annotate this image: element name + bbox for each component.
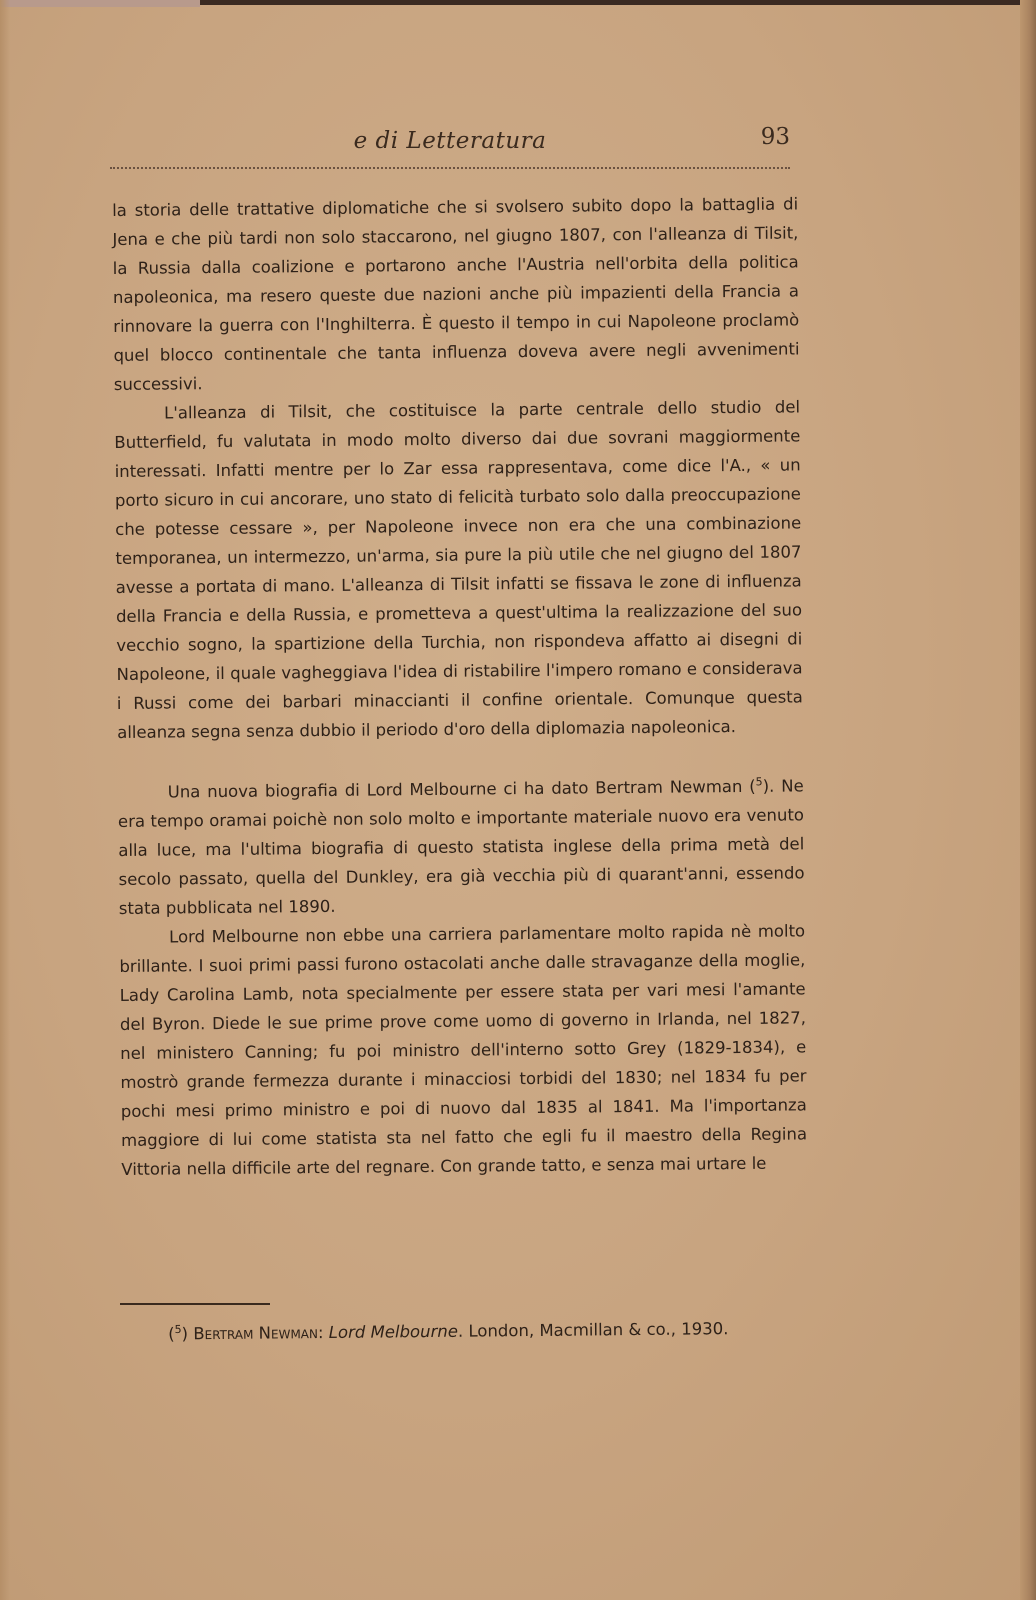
footnote-mark-open: (	[168, 1324, 175, 1344]
body-text	[112, 189, 807, 1184]
footnote-publication: . London, Macmillan & co., 1930.	[457, 1319, 729, 1341]
page-number: 93	[760, 124, 790, 150]
paragraph-1: la storia delle trattative diplomatiche che si svolsero subito dopo la battaglia di Jena e che più tardi non solo staccarono, nel giugno 1807, con l'alleanza di Tilsit, la Russia dalla coalizione e portarono anche l'Austria nell'orbita della politica napoleonica, ma resero queste due nazioni anche più impazienti della Francia a rinnovare la guerra con l'Inghilterra. È questo il tempo in cui Napoleone proclamò quel blocco continentale che tanta influenza doveva avere negli avvenimenti successivi.	[112, 194, 800, 394]
paragraph-2: L'alleanza di Tilsit, che costituisce la parte centrale dello studio del Butterfield, fu valutata in modo molto diverso dai due sovrani maggiormente interessati. Infatti mentre per lo Zar essa rappresentava, come dice l'A., « un porto sicuro in cui ancorare, uno stato di felicità turbato solo dalla preoccupazione che potesse cessare », per Napoleone invece non era che una combinazione temporanea, un intermezzo, un'arma, sia pure la più utile che nel giugno del 1807 avesse a portata di mano. L'alleanza di Tilsit infatti se fissava le zone di influenza della Francia e della Russia, e prometteva a quest'ultima la realizzazione del suo vecchio sogno, la spartizione della Turchia, non rispondeva affatto ai disegni di Napoleone, il quale vagheggiava l'idea di ristabilire l'impero romano e considerava i Russi come dei barbari minaccianti il confine orientale. Comunque questa alleanza segna senza dubbio il periodo d'oro della diplomazia napoleonica.	[114, 397, 803, 742]
running-head: e di Letteratura	[353, 128, 547, 154]
footnote	[118, 1313, 798, 1349]
left-page-shadow	[0, 0, 10, 1600]
paragraph-3	[118, 771, 805, 923]
footnote-rule	[120, 1303, 270, 1305]
footnote-text	[118, 1313, 798, 1349]
header-dotted-rule	[110, 167, 790, 169]
paragraph-4: Lord Melbourne non ebbe una carriera parlamentare molto rapida nè molto brillante. I suoi primi passi furono ostacolati anche dalle stravaganze della moglie, Lady Carolina Lamb, nota specialmente per essere stata per vari mesi l'amante del Byron. Diede le sue prime prove come uomo di governo in Irlanda, nel 1827, nel ministero Canning; fu poi ministro dell'interno sotto Grey (1829-1834), e mostrò grande fermezza durante i minacciosi torbidi del 1830; nel 1834 fu per pochi mesi primo ministro e poi di nuovo dal 1835 al 1841. Ma l'importanza maggiore di lui come statista sta nel fatto che egli fu il maestro della Regina Vittoria nella difficile arte del regnare. Con grande tatto, e senza mai urtare le	[119, 921, 808, 1179]
footnote-title: Lord Melbourne	[328, 1321, 459, 1342]
footnote-mark: 5	[174, 1322, 182, 1336]
right-page-edge	[1020, 0, 1036, 1600]
paragraph-3-text-a: Una nuova biografia di Lord Melbourne ci ha dato Bertram Newman (	[167, 776, 756, 802]
top-edge-fragment	[0, 0, 200, 7]
footnote-mark-close: )	[181, 1324, 189, 1344]
footnote-author: Bertram Newman	[193, 1323, 319, 1344]
footnote-reference: 5	[755, 775, 763, 789]
page-header	[110, 124, 790, 164]
paragraph-3-text-b: ). Ne era tempo oramai poichè non solo molto e importante materiale nuovo era venuto alla luce, ma l'ultima biografia di questo statista inglese della prima metà del secolo passato, quella del Dunkley, era già vecchia più di quarant'anni, essendo stata pubblicata nel 1890.	[117, 776, 805, 918]
footnote-colon: :	[317, 1323, 324, 1343]
